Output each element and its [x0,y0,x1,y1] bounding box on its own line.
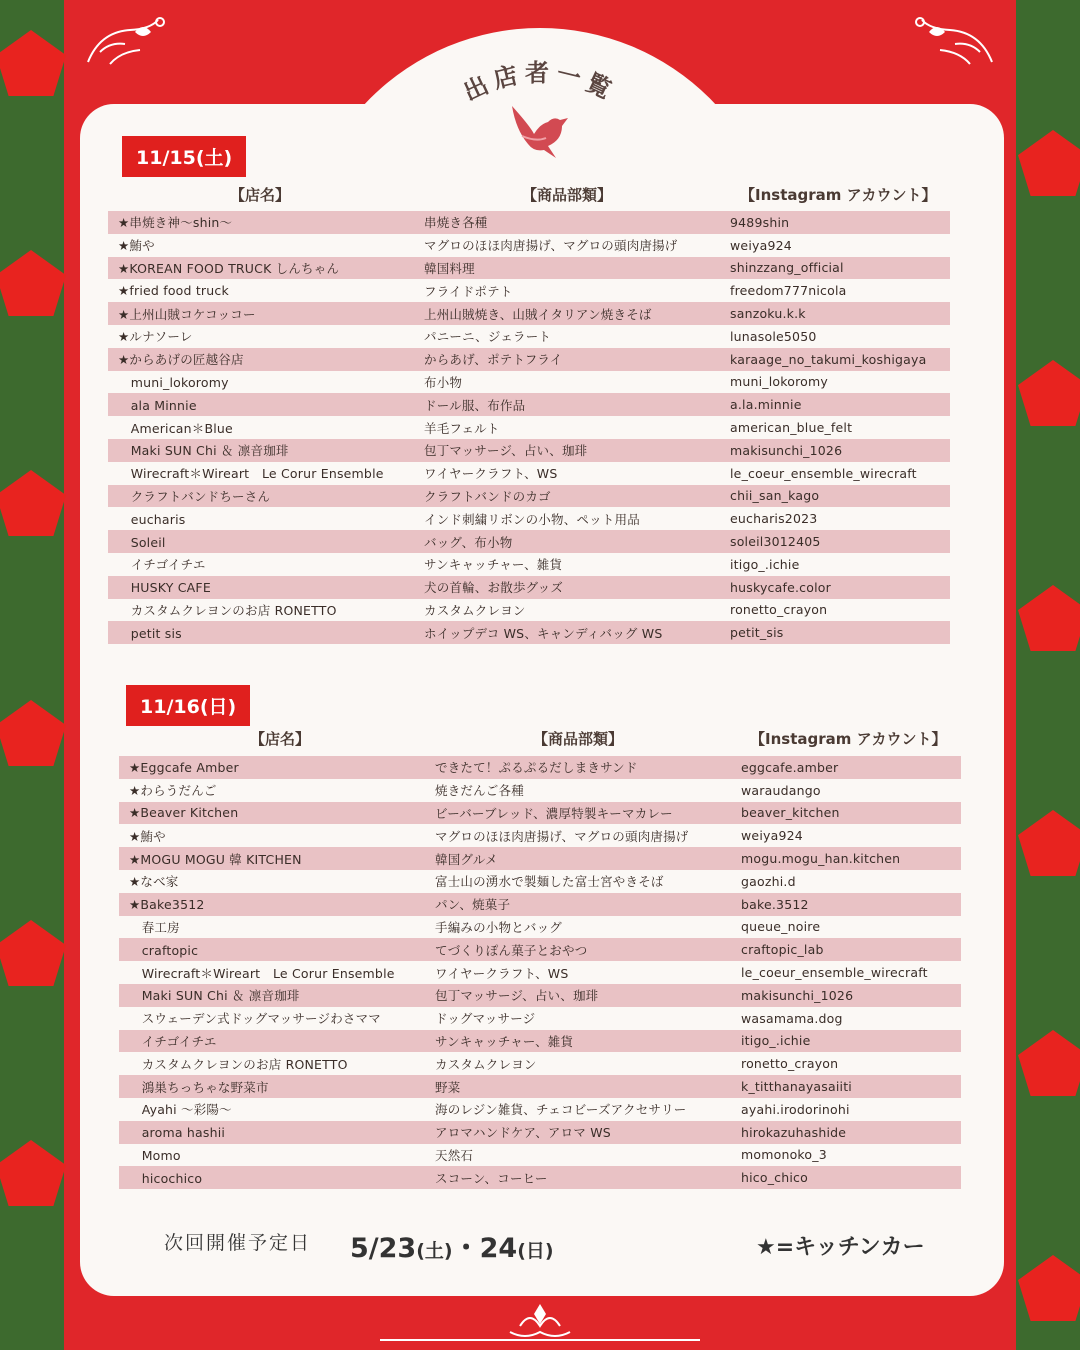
table-row [108,393,950,416]
shop-cell: ★鮪や [118,238,155,254]
instagram-cell: ronetto_crayon [741,1056,839,1072]
table-row [119,802,961,825]
table-row [119,824,961,847]
table-row [119,1166,961,1189]
shop-cell: petit sis [108,621,414,644]
instagram-cell: petit_sis [720,621,950,644]
shop-cell: Ayahi 〜彩陽〜 [129,1102,232,1118]
shop-cell: Maki SUN Chi ＆ 凛音珈琲 [108,439,414,462]
category-cell: てづくりぽん菓子とおやつ [425,938,731,961]
instagram-cell: muni_lokoromy [730,374,828,390]
shop-cell: Momo [129,1147,181,1163]
table-row [119,916,961,939]
table-row [119,870,961,893]
table-row [119,1052,961,1075]
shop-cell: Maki SUN Chi ＆ 凛音珈琲 [119,984,425,1007]
instagram-cell: a.la.minnie [720,393,950,416]
category-cell: ドッグマッサージ [435,1011,536,1027]
header-shop-day2: 【店名】 [250,730,311,748]
table-row [108,621,950,644]
shop-cell: スウェーデン式ドッグマッサージわさママ [129,1011,382,1027]
category-cell: フライドポテト [424,283,513,299]
category-cell: 上州山賊焼き、山賊イタリアン焼きそば [414,302,720,325]
category-cell: 包丁マッサージ、占い、珈琲 [414,439,720,462]
bottom-flourish-icon [370,1296,710,1350]
category-cell: ドール服、布作品 [414,393,720,416]
shop-cell: ★上州山賊コケコッコー [108,302,414,325]
category-cell: 犬の首輪、お散歩グッズ [414,576,720,599]
table-row [108,348,950,371]
table-row [108,599,950,622]
table-row [119,984,961,1007]
instagram-cell: shinzzang_official [720,257,950,280]
next-event-label: 次回開催予定日 [164,1232,312,1254]
shop-cell: ★fried food truck [118,283,229,299]
vendor-table-day2 [119,756,961,1189]
table-row [108,234,950,257]
category-cell: 布小物 [424,374,463,390]
shop-cell: 春工房 [129,919,180,935]
table-row [108,257,950,280]
instagram-cell: ronetto_crayon [730,602,828,618]
table-row [119,1098,961,1121]
instagram-cell: soleil3012405 [720,530,950,553]
shop-cell: ★ルナソーレ [118,329,193,345]
shop-cell: ★MOGU MOGU 韓 KITCHEN [119,847,425,870]
category-cell: ホイップデコ WS、キャンディバッグ WS [414,621,720,644]
category-cell: スコーン、コーヒー [425,1166,731,1189]
instagram-cell: queue_noire [741,919,821,935]
instagram-cell: waraudango [741,782,821,798]
date-tag-day1: 11/15(土) [122,136,246,177]
instagram-cell: mogu.mogu_han.kitchen [731,847,961,870]
instagram-cell: k_titthanayasaiiti [731,1075,961,1098]
category-cell: 手編みの小物とバッグ [435,919,563,935]
shop-cell: aroma hashii [119,1121,425,1144]
category-cell: パニーニ、ジェラート [424,329,552,345]
header-category-day1: 【商品部類】 [522,186,613,204]
category-cell: 羊毛フェルト [424,420,500,436]
flourish-ornament-icon [80,12,180,72]
kitchen-car-legend: ★=キッチンカー [756,1235,925,1260]
category-cell: できたて！ぷるぷるだしまきサンド [425,756,731,779]
table-row [108,439,950,462]
instagram-cell: beaver_kitchen [731,802,961,825]
table-row [119,1121,961,1144]
table-row [119,1144,961,1167]
dove-bird-icon [500,96,580,162]
instagram-cell: weiya924 [730,237,792,253]
instagram-cell: huskycafe.color [720,576,950,599]
shop-cell: イチゴイチエ [119,1030,425,1053]
category-cell: 韓国料理 [414,257,720,280]
next-event-date [350,1226,554,1265]
category-cell: 天然石 [435,1147,474,1163]
category-cell: サンキャッチャー、雑貨 [425,1030,731,1053]
category-cell: バッグ、布小物 [414,530,720,553]
instagram-cell: bake.3512 [731,893,961,916]
instagram-cell: chii_san_kago [720,485,950,508]
instagram-cell: momonoko_3 [741,1147,827,1163]
table-row [108,211,950,234]
shop-cell: craftopic [119,938,425,961]
next-day-2: (日) [517,1240,554,1262]
table-row [119,938,961,961]
shop-cell: muni_lokoromy [118,374,229,390]
instagram-cell: gaozhi.d [741,873,796,889]
shop-cell: ★KOREAN FOOD TRUCK しんちゃん [108,257,414,280]
category-cell: ワイヤークラフト、WS [435,965,569,981]
shop-cell: Wirecraft＊Wireart Le Corur Ensemble [118,466,384,482]
category-cell: カスタムクレヨン [424,602,526,618]
next-date-2: 24 [479,1233,518,1264]
category-cell: マグロのほほ肉唐揚げ、マグロの頭肉唐揚げ [424,238,678,254]
date-tag-day2: 11/16(日) [126,685,250,726]
shop-cell: ★Eggcafe Amber [119,756,425,779]
category-cell: 海のレジン雑貨、チェコビーズアクセサリー [435,1102,687,1118]
category-cell: 野菜 [425,1075,731,1098]
table-row [108,462,950,485]
instagram-cell: eucharis2023 [730,511,818,527]
header-category-day2: 【商品部類】 [533,730,624,748]
table-row [119,847,961,870]
table-row [108,416,950,439]
shop-cell: ★わらうだんご [129,783,217,799]
shop-cell: ★串焼き神〜shin〜 [108,211,414,234]
table-row [108,507,950,530]
date-separator: ・ [452,1233,480,1264]
shop-cell: HUSKY CAFE [108,576,414,599]
shop-cell: ★なべ家 [129,874,179,890]
category-cell: マグロのほほ肉唐揚げ、マグロの頭肉唐揚げ [435,828,689,844]
page-title-text: 出店者一覧 [459,58,621,107]
next-date-1: 5/23 [350,1233,417,1264]
category-cell: アロマハンドケア、アロマ WS [425,1121,731,1144]
table-row [108,279,950,302]
right-green-stripe [1016,0,1080,1350]
shop-cell: カスタムクレヨンのお店 RONETTO [118,602,337,618]
table-row [108,302,950,325]
table-row [119,1007,961,1030]
shop-cell: Wirecraft＊Wireart Le Corur Ensemble [129,965,395,981]
header-instagram-day1: 【Instagram アカウント】 [740,186,937,204]
table-row [108,576,950,599]
shop-cell: ★Beaver Kitchen [119,802,425,825]
instagram-cell: 9489shin [720,211,950,234]
instagram-cell: ayahi.irodorinohi [741,1101,850,1117]
shop-cell: カスタムクレヨンのお店 RONETTO [129,1056,348,1072]
table-row [119,893,961,916]
shop-cell: eucharis [118,511,186,527]
category-cell: ビーバーブレッド、濃厚特製キーマカレー [425,802,731,825]
category-cell: カスタムクレヨン [435,1056,537,1072]
table-row [108,325,950,348]
category-cell: 包丁マッサージ、占い、珈琲 [425,984,731,1007]
shop-cell: ★からあげの匠越谷店 [108,348,414,371]
vendor-table-day1 [108,211,950,644]
shop-cell: 鴻巣ちっちゃな野菜市 [119,1075,425,1098]
shop-cell: ala Minnie [108,393,414,416]
category-cell: 串焼き各種 [414,211,720,234]
instagram-cell: eggcafe.amber [731,756,961,779]
category-cell: 韓国グルメ [425,847,731,870]
table-row [108,553,950,576]
category-cell: サンキャッチャー、雑貨 [424,557,563,573]
shop-cell: Soleil [108,530,414,553]
instagram-cell: karaage_no_takumi_koshigaya [720,348,950,371]
category-cell: 焼きだんご各種 [435,783,524,799]
instagram-cell: sanzoku.k.k [720,302,950,325]
instagram-cell: lunasole5050 [730,328,817,344]
header-shop-day1: 【店名】 [230,186,291,204]
category-cell: クラフトバンドのカゴ [414,485,720,508]
instagram-cell: weiya924 [741,828,803,844]
instagram-cell: makisunchi_1026 [720,439,950,462]
shop-cell: イチゴイチエ [118,557,206,573]
category-cell: インド刺繍リボンの小物、ペット用品 [424,511,640,527]
instagram-cell: itigo_.ichie [730,556,800,572]
table-row [119,1075,961,1098]
table-row [108,485,950,508]
instagram-cell: makisunchi_1026 [731,984,961,1007]
category-cell: ワイヤークラフト、WS [424,466,558,482]
next-day-1: (土) [416,1240,453,1262]
instagram-cell: le_coeur_ensemble_wirecraft [730,465,917,481]
shop-cell: American＊Blue [118,420,233,436]
category-cell: パン、焼菓子 [425,893,731,916]
header-instagram-day2: 【Instagram アカウント】 [750,730,947,748]
instagram-cell: craftopic_lab [731,938,961,961]
instagram-cell: itigo_.ichie [731,1030,961,1053]
shop-cell: ★鮪や [129,828,166,844]
table-row [119,961,961,984]
table-row [119,756,961,779]
table-row [108,371,950,394]
instagram-cell: hirokazuhashide [731,1121,961,1144]
shop-cell: hicochico [119,1166,425,1189]
shop-cell: ★Bake3512 [119,893,425,916]
table-row [108,530,950,553]
table-row [119,779,961,802]
flourish-ornament-icon [900,12,1000,72]
instagram-cell: hico_chico [731,1166,961,1189]
table-row [119,1030,961,1053]
instagram-cell: freedom777nicola [730,283,847,299]
instagram-cell: le_coeur_ensemble_wirecraft [741,965,928,981]
category-cell: からあげ、ポテトフライ [414,348,720,371]
instagram-cell: american_blue_felt [730,420,853,436]
category-cell: 富士山の湧水で製麺した富士宮やきそば [435,874,664,890]
shop-cell: クラフトバンドちーさん [108,485,414,508]
instagram-cell: wasamama.dog [741,1010,843,1026]
